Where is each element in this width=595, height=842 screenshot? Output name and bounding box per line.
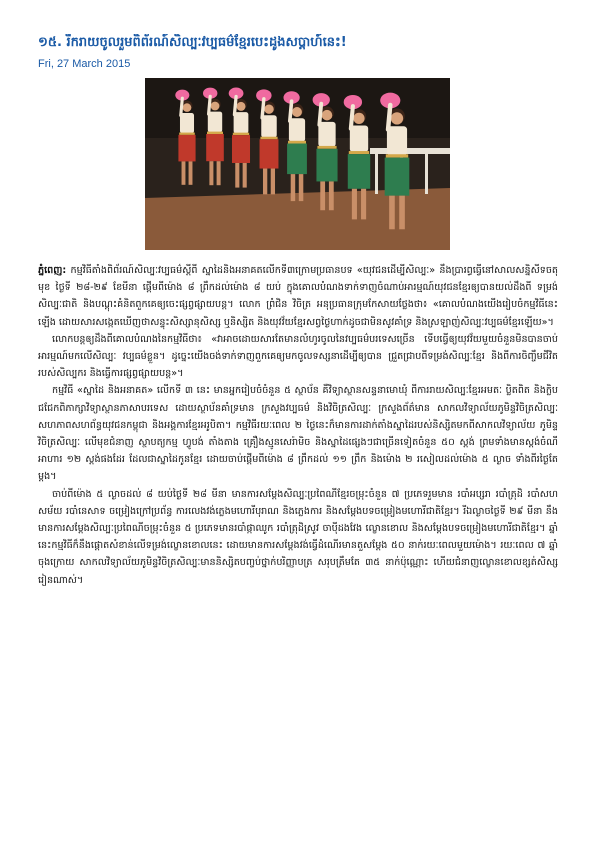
dancer-arm [388,105,390,130]
dancer-face [264,104,273,113]
photo-railing [370,148,450,154]
dancer-face [322,110,333,121]
dancer-face [211,102,220,111]
dancer-belt [349,151,369,154]
dancer-arm [234,97,236,115]
dancer-skirt [206,134,224,161]
paragraph-text: កម្មវិធីតាំងពិព័រណ៍សិល្បៈវប្បធម៌ស្តីពី ស្នាដៃនិងអនាគតលើកទី៣ក្រោមប្រធានបទ «យុវជនដើម្បីសិល្បៈ» នឹងប្រារព្ធធ្វើនៅសាលសន្និសីទចតុមុខ ថ្ងៃទី ២៨-២៩ ខែមីនា ផ្តើមពីម៉ោង ៨ ព្រឹកដល់ម៉ោង ៨ យប់ ក្នុងគោលបំណងទាក់ទាញចំណាប់អារម្មណ៍យុវជនខ្មែរឲ្យបានយល់ដឹងពី ទម្រង់សិល្បៈជាតិ និងបណ្តុះគំនិតពួកគេឲ្យចេះផ្សព្វផ្សាយបន្ត។ លោក ព្រំជិន វិចិត្រ អនុប្រធានក្រុមកែសាយថ្លែងថា៖ «គោលបំណងយើងរៀបចំកម្មវិធីនេះឡើង ដោយសារសង្កេតឃើញថាសន្ទុះសិស្សានុសិស្ស ឬនិស្សិត និងយុវវ័យខ្មែរសព្វថ្ងៃហាក់ដូចជាមិនសូវគាំទ្រ និងស្រឡាញ់សិល្បៈវប្បធម៌ខ្មែរឡើយ»។ [38,265,558,328]
paragraph-4: ចាប់ពីម៉ោង ៥ ល្ងាចដល់ ៨ យប់ថ្ងៃទី ២៨ មីនា មានការសម្តែងសិល្បៈប្រពៃណីខ្មែរចម្រុះចំនួន ៧ ប្រភេទរួមមាន របាំអប្សរា របាំត្រុដិ របាំសហសម័យ របាំនេសាទ ចម្រៀងក្រៅប្រព័ន្ធ ការលេងវង់ភ្លេងមហោរីបុរាណ និងភ្លេងការ និងសម្តែងបទចម្រៀងមហោរីជាតិខ្មែរ។ រីឯល្ងាចថ្ងៃទី ២៩ មីនា នឹងមានការសម្តែងសិល្បៈប្រពៃណីចម្រុះចំនួន ៥ ប្រភេទមានរបាំផ្កាឈូក របាំត្រុដិស្រូវ ចាប៉ីដងវែង ល្ខោនខោល និងសម្តែងបទចម្រៀងមហោរីជាតិខ្មែរ។ ឆ្នាំនេះកម្មវិធីក៏នឹងផ្តោតសំខាន់លើទម្រង់ល្ខោនខោលនេះ ដោយមានការសម្តែងវង់ធ្វើដំណើរមានតួសម្តែង ៥០ នាក់រយៈពេលមួយម៉ោង។ រយៈពេល ៧ ឆ្នាំចុងក្រោយ សាកលវិទ្យាល័យភូមិន្ទវិចិត្រសិល្បៈមាននិស្សិតបញ្ចប់ថ្នាក់បរិញ្ញាបត្រ សរុបត្រឹមតែ ៣៥ នាក់ប៉ុណ្ណោះ ហើយជំនាញល្ខោនខោលខ្សត់សិស្សរៀនណាស់។ [38,488,558,586]
dancer-belt [233,133,249,135]
article-body [38,262,558,589]
dancer-face [353,113,364,124]
article-date: Fri, 27 March 2015 [38,58,131,70]
article-headline: ១៥. រីករាយចូលរួមពិព័រណ៍សិល្បៈវប្បធម៌ខ្មែរបេះដូងសប្តាហ៍នេះ! [38,35,347,50]
dancer-belt [179,133,195,135]
dancer-skirt [316,149,337,182]
dancer-leg [189,161,193,184]
dancer-leg [271,169,275,195]
dancer-leg [217,161,221,185]
paragraph-3: កម្មវិធី «ស្នាដៃ និងអនាគត» លើកទី ៣ នេះ មានអ្នករៀបចំចំនួន ៥ ស្ថាប័ន គឺវិទ្យាស្ថានសន្ទនាមោឃុំ ពីការរាយសិល្បៈខ្មែរអមតៈ ប្លិតពិត និងក្លិបជជែកពិភាក្សាវិទ្យាស្ថានភាសាបរទេស ដោយស្ថាប័នគាំទ្រមាន ក្រសួងវប្បធម៌ និងវិចិត្រសិល្បៈ ក្រសួងព័ត៌មាន សាកលវិទ្យាល័យភូមិន្ទវិចិត្រសិល្បៈ សហភាពសហព័ន្ធយុវជនកម្ពុជា និងអង្គការខ្មែរអរូបិតា។ កម្មវិធីរយៈពេល ២ ថ្ងៃនេះក៏មានការដាក់តាំងស្នាដៃរបស់និស្សិតមកពីសាកលវិទ្យាល័យ ភូមិន្ទវិចិត្រសិល្បៈ លើមុខជំនាញ ស្ថាបត្យកម្ម ហ្វូបង់ តាំងតាង គ្រឿងស្មូនសេរ៉ាមិច និងស្នាដៃផ្សេងៗជាច្រើនទៀតចំនួន ៥០ ស្តង់ ព្រមទាំងមានស្តង់ចំណីអាហារ ១២ ស្តង់ផងដែរ ដែលជាស្នាដៃកូនខ្មែរ ដោយចាប់ផ្តើមពីម៉ោង ៨ ព្រឹកដល់ ១១ ព្រឹក និងម៉ោង ២ រសៀលដល់ម៉ោង ៥ ល្ងាច ទាំងពីរថ្ងៃតែម្តង។ [38,385,558,483]
dancer-belt [317,146,336,149]
dancer-leg [291,174,296,201]
dancer-leg [243,163,247,188]
dancer-face [391,112,403,124]
dancer-arm [209,96,211,114]
dancer-skirt [287,144,307,175]
dancer-leg [352,189,357,220]
dancer-belt [207,132,223,134]
dancer-skirt [260,139,279,168]
dancer-leg [399,196,405,230]
dancer-arm [351,106,353,128]
dancer-leg [389,196,395,230]
dancer-face [292,107,302,117]
dancer-arm [262,99,264,118]
dancers-photo-drawing [145,78,450,250]
dancer-belt [260,137,277,140]
dancer-face [236,102,245,111]
dancer-skirt [348,154,370,189]
dancer-skirt [178,135,195,162]
dancer-face [183,103,192,112]
paragraph-1 [38,262,558,331]
dancer-arm [181,98,183,115]
photo-railing-post [425,154,428,194]
dancer-belt [288,141,306,144]
dancer-leg [182,161,186,184]
dateline-location: ភ្នំពេញ: [38,265,67,276]
dancer-leg [361,189,366,220]
dancer-skirt [232,135,250,163]
dancer-arm [290,101,292,121]
dancer-skirt [385,158,410,196]
dancer-leg [209,161,213,185]
paragraph-2: លោកបន្តឲ្យដឹងពីគោលបំណងនៃកម្មវិធីថា៖ «វាអាចដោយសារតែមានលំហូរចូលនៃវប្បធម៌បរទេសច្រើន ទើបធ្វើឲ្យយុវវ័យមួយចំនួនមិនបានចាប់អារម្មណ៍មកលើសិល្បៈ វប្បធម៌ខ្លួន។ ដូច្នេះយើងចង់ទាក់ទាញពួកគេឲ្យមកចូលទស្សនាដើម្បីឲ្យបាន ជ្រួតជ្រាបពីទម្រង់សិល្បៈខ្មែរ និងពីការចិញ្ចឹមជីវិតរបស់សិល្បករ និងធ្វើការផ្សព្វផ្សាយបន្ត»។ [38,333,558,380]
dancer-leg [329,181,334,210]
dancer-leg [235,163,239,188]
dancers-photo [145,78,450,250]
dancer-leg [299,174,304,201]
dancer-belt [386,154,408,157]
dancer-leg [320,181,325,210]
photo-railing-post [375,154,378,194]
dancer-arm [319,104,321,125]
dancer-leg [263,169,267,195]
